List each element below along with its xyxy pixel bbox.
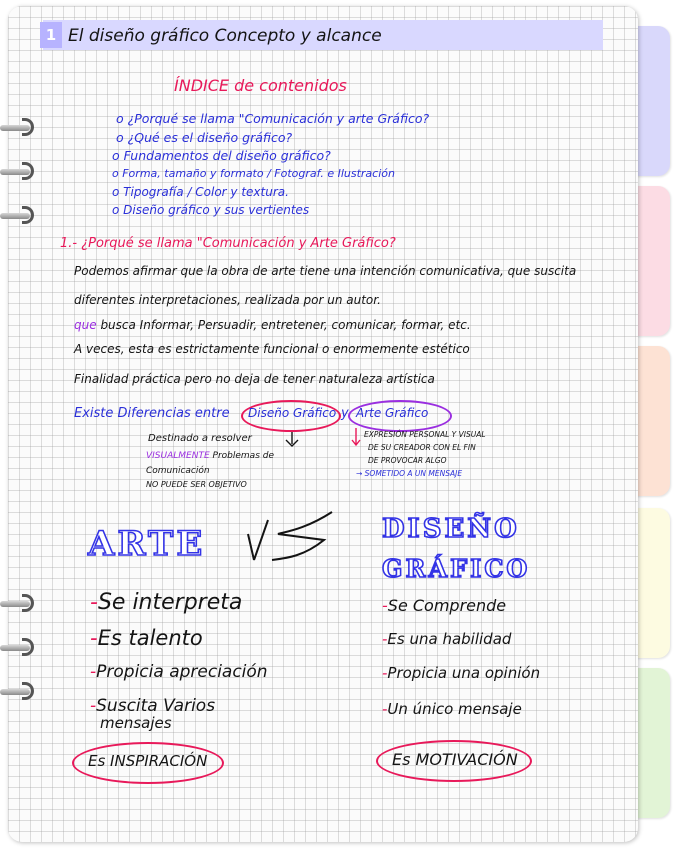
index-item: o ¿Qué es el diseño gráfico? (116, 130, 293, 145)
design-item-text: Se Comprende (387, 596, 507, 615)
art-note: → SOMETIDO A UN MENSAJE (356, 469, 463, 478)
paragraph-line-text: busca Informar, Persuadir, entretener, comunicar, formar, etc. (100, 318, 471, 332)
art-item-text: Se interpreta (97, 590, 243, 615)
art-note: DE SU CREADOR CON EL FIN (368, 443, 476, 452)
term-art: Arte Gráfico (356, 406, 429, 420)
paragraph-line (74, 318, 471, 332)
index-item: o Diseño gráfico y sus vertientes (112, 203, 310, 217)
index-item-text: ¿Porqué se llama "Comunicación y arte Gráfico? (127, 111, 430, 126)
binder-ring (0, 122, 40, 134)
design-note (146, 451, 274, 461)
binder-ring (0, 598, 40, 610)
binder-ring (0, 686, 40, 698)
arrow-icon (350, 426, 368, 448)
differences-intro: Existe Diferencias entre (74, 406, 230, 421)
binder-ring (0, 210, 40, 222)
term-design: Diseño Gráfico (248, 406, 337, 420)
index-item-text: Diseño gráfico y sus vertientes (123, 203, 310, 217)
design-highlight: Es MOTIVACIÓN (392, 750, 518, 769)
art-item: -Propicia apreciación (90, 662, 268, 682)
art-note: DE PROVOCAR ALGO (368, 456, 447, 465)
design-item: -Propicia una opinión (382, 664, 541, 682)
page-number: 1 (40, 22, 62, 48)
index-item-text: Forma, tamaño y formato / Fotograf. e Ilustración (122, 167, 395, 180)
index-item-text: ¿Qué es el diseño gráfico? (127, 130, 293, 145)
art-item-text: Es talento (97, 626, 203, 650)
index-item: o Fundamentos del diseño gráfico? (112, 148, 331, 163)
art-item-text: Propicia apreciación (96, 662, 268, 682)
arrow-icon (278, 430, 308, 454)
paragraph-line: diferentes interpretaciones, realizada por un autor. (74, 293, 381, 307)
binder-ring (0, 642, 40, 654)
art-highlight: Es INSPIRACIÓN (88, 752, 208, 770)
design-item: -Se Comprende (382, 596, 507, 615)
binder-ring (0, 166, 40, 178)
design-title-2: GRÁFICO (382, 554, 531, 583)
term-connector: y (341, 406, 349, 421)
art-item: -Es talento (90, 626, 203, 650)
index-item: o ¿Porqué se llama "Comunicación y arte Gráfico? (116, 111, 430, 126)
art-note: EXPRESIÓN PERSONAL Y VISUAL (364, 430, 486, 439)
paragraph-line: A veces, esta es estrictamente funcional o enormemente estético (74, 342, 470, 356)
design-item-text: Es una habilidad (387, 630, 512, 648)
page-title: El diseño gráfico Concepto y alcance (68, 26, 382, 46)
design-item-text: Un único mensaje (387, 700, 522, 718)
art-item: -Se interpreta (90, 590, 243, 615)
index-item: o Forma, tamaño y formato / Fotograf. e Ilustración (112, 167, 395, 180)
design-item-text: Propicia una opinión (387, 664, 541, 682)
notebook-page (8, 6, 638, 842)
design-note: Destinado a resolver (148, 433, 252, 444)
design-note: NO PUEDE SER OBJETIVO (146, 480, 247, 489)
art-item: -Suscita Varios (90, 696, 216, 716)
design-note-highlight: VISUALMENTE (146, 451, 210, 461)
index-item: o Tipografía / Color y textura. (112, 185, 289, 199)
index-item-text: Tipografía / Color y textura. (123, 185, 289, 199)
art-item-text: Suscita Varios (96, 696, 216, 716)
paragraph-line: Finalidad práctica pero no deja de tener naturaleza artística (74, 372, 435, 386)
art-title: ARTE (88, 524, 206, 564)
section-heading: 1.- ¿Porqué se llama "Comunicación y Arte Gráfico? (60, 236, 396, 251)
design-item: -Un único mensaje (382, 700, 522, 718)
design-title-1: DISEÑO (382, 514, 520, 544)
index-heading: ÍNDICE de contenidos (174, 76, 347, 95)
art-item-cont: mensajes (100, 714, 172, 732)
vs-symbol (244, 506, 344, 566)
paragraph-line: Podemos afirmar que la obra de arte tiene una intención comunicativa, que suscita (74, 264, 577, 278)
design-note: Comunicación (146, 466, 210, 476)
design-item: -Es una habilidad (382, 630, 512, 648)
index-item-text: Fundamentos del diseño gráfico? (123, 148, 331, 163)
design-note-text: Problemas de (212, 451, 274, 461)
paragraph-prefix: que (74, 318, 97, 332)
